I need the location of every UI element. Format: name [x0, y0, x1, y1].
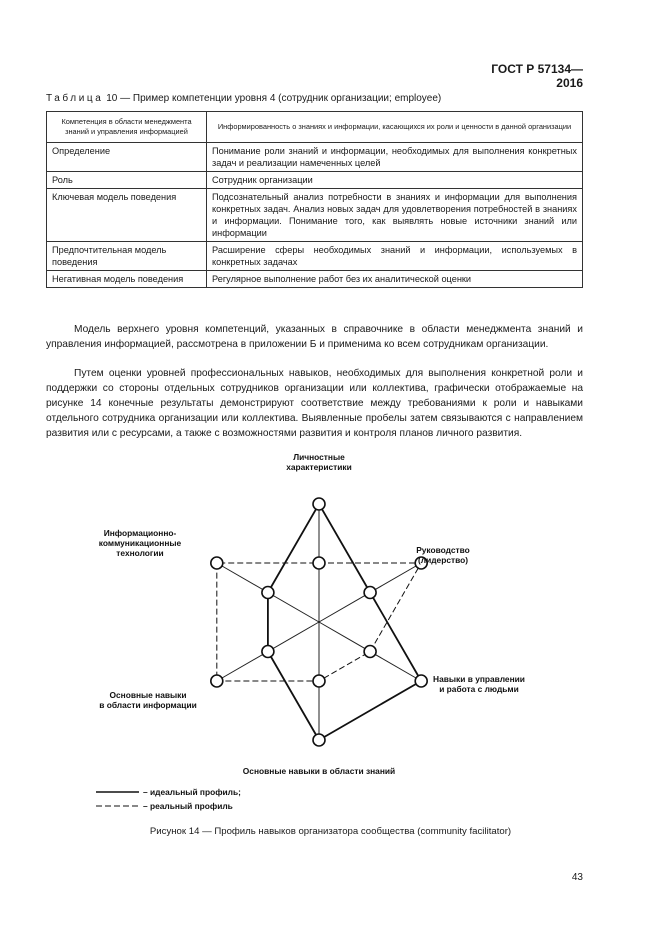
legend-label: – реальный профиль	[143, 801, 233, 811]
table-row	[47, 172, 583, 189]
table-row	[47, 189, 583, 242]
level-marker	[262, 646, 274, 658]
level-marker	[313, 557, 325, 569]
paragraph-skills-assessment: Путем оценки уровней профессиональных навыков, необходимых для выполнения конкретной роли и поддержки со стороны отдельных сотрудников организации или коллектива, графически отображаемые на рисунке 14 конечные результаты демонстрируют соответствие между требованиями к роли и навыками отдельного сотрудника организации или коллектива. Выявленные пробелы затем связываются с направлением развития или с ресурсами, а также с возможностями развития и контроля планов личного развития.	[46, 368, 583, 439]
level-marker	[415, 675, 427, 687]
table-row	[47, 242, 583, 271]
level-marker	[313, 498, 325, 510]
level-marker	[364, 646, 376, 658]
table-header-row	[47, 112, 583, 143]
level-marker	[211, 557, 223, 569]
table-caption-word: Таблица	[46, 93, 104, 104]
axis-label: Навыки в управлении и работа с людьми	[433, 674, 525, 694]
row-value: Понимание роли знаний и информации, необходимых для выполнения конкретных задач и реализации намеченных целей	[207, 143, 583, 172]
row-value: Подсознательный анализ потребности в знаниях и информации для выполнения конкретных задач. Анализ новых задач для удовлетворения потребностей в знаниях и информации. Понимание того, как выявлять новые источники знаний или информации	[207, 189, 583, 242]
page-number: 43	[571, 872, 583, 883]
level-marker	[313, 675, 325, 687]
level-marker	[313, 734, 325, 746]
level-marker	[364, 587, 376, 599]
row-value: Регулярное выполнение работ без их аналитической оценки	[207, 271, 583, 288]
paragraph-top-level-model: Модель верхнего уровня компетенций, указанных в справочнике в области менеджмента знаний и управления информацией, рассмотрена в приложении Б и применима ко всем сотрудникам организации.	[46, 324, 583, 350]
axis-label: Личностные характеристики	[286, 452, 352, 472]
row-label: Определение	[47, 143, 207, 172]
table-row	[47, 143, 583, 172]
table-header-awareness: Информированность о знаниях и информации, касающихся их роли и ценности в данной организации	[207, 112, 583, 143]
axis-label: Основные навыки в области информации	[99, 690, 197, 710]
figure-caption: Рисунок 14 — Профиль навыков организатора сообщества (community facilitator)	[149, 826, 512, 837]
row-value: Сотрудник организации	[207, 172, 583, 189]
axis-label: Информационно-коммуникационные технологии	[98, 528, 182, 558]
level-marker	[262, 587, 274, 599]
row-value: Расширение сферы необходимых знаний и информации, используемых в конкретных задачах	[207, 242, 583, 271]
row-label: Предпочтительная модель поведения	[47, 242, 207, 271]
table-caption-text: 10 — Пример компетенции уровня 4 (сотрудник организации; employee)	[103, 93, 442, 104]
row-label: Ключевая модель поведения	[47, 189, 207, 242]
axis-label: Руководство (лидерство)	[416, 545, 470, 565]
row-label: Роль	[47, 172, 207, 189]
ideal-profile-line	[268, 504, 421, 740]
axis-label: Основные навыки в области знаний	[242, 766, 396, 776]
level-marker	[211, 675, 223, 687]
table-header-competence: Компетенция в области менеджмента знаний и управления информацией	[47, 112, 207, 143]
skills-radar-chart	[0, 440, 661, 820]
competence-table	[46, 111, 583, 288]
standard-code: ГОСТ Р 57134—2016	[491, 62, 583, 90]
table-row	[47, 271, 583, 288]
row-label: Негативная модель поведения	[47, 271, 207, 288]
table-caption	[46, 93, 441, 104]
legend-label: – идеальный профиль;	[143, 787, 241, 797]
